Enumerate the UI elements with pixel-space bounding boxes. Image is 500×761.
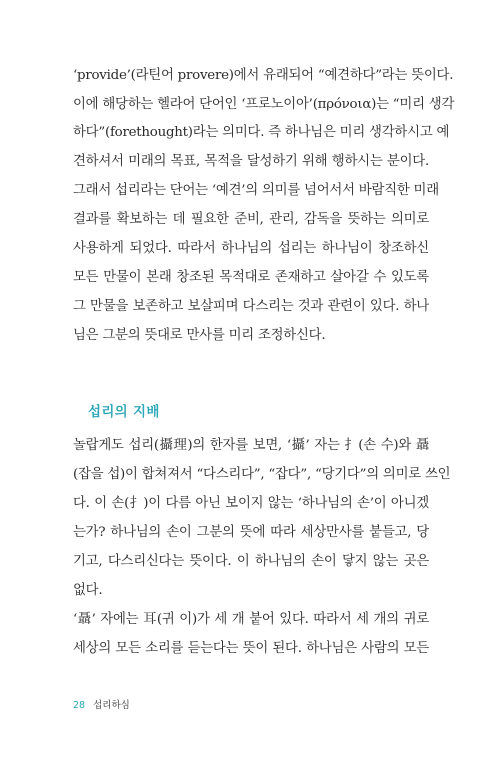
text-line: 모든 만물이 본래 창조된 목적대로 존재하고 살아갈 수 있도록 — [73, 270, 429, 285]
text-line: (잡을 섭)이 합쳐져서 “다스리다”, “잡다”, “당기다”의 의미로 쓰인 — [73, 467, 451, 482]
section-heading: 섭리의 지배 — [88, 404, 160, 420]
text-line: ‘provide’(라틴어 provere)에서 유래되어 “예견하다”라는 뜻이다. — [73, 68, 454, 83]
text-line: 결과를 확보하는 데 필요한 준비, 관리, 감독을 뜻하는 의미로 — [73, 212, 429, 227]
text-line: 놀랍게도 섭리(攝理)의 한자를 보면, ‘攝’ 자는 扌(손 수)와 聶 — [73, 438, 429, 453]
text-line: ‘聶’ 자에는 耳(귀 이)가 세 개 붙어 있다. 따라서 세 개의 귀로 — [73, 612, 429, 627]
text-line: 세상의 모든 소리를 듣는다는 뜻이 된다. 하나님은 사람의 모든 — [73, 641, 429, 656]
text-line: 님은 그분의 뜻대로 만사를 미리 조정하신다. — [73, 328, 326, 343]
text-line: 이에 해당하는 헬라어 단어인 ‘프로노이아’(πρόνοια)는 “미리 생각 — [73, 97, 455, 112]
text-line: 다. 이 손(扌)이 다름 아닌 보이지 않는 ‘하나님의 손’이 아니겠 — [73, 496, 429, 511]
book-title: 섭리하심 — [93, 700, 130, 711]
text-line: 기고, 다스리신다는 뜻이다. 이 하나님의 손이 닿지 않는 곳은 — [73, 554, 429, 569]
text-line: 그 만물을 보존하고 보살피며 다스리는 것과 관련이 있다. 하나 — [73, 299, 429, 314]
text-line: 는가? 하나님의 손이 그분의 뜻에 따라 세상만사를 붙들고, 당 — [73, 525, 429, 540]
text-line: 견하셔서 미래의 목표, 목적을 달성하기 위해 행하시는 분이다. — [73, 154, 429, 169]
text-line: 없다. — [73, 583, 103, 598]
page-footer — [73, 697, 130, 711]
text-line: 하다”(forethought)라는 의미다. 즉 하나님은 미리 생각하시고 예 — [73, 125, 450, 140]
page-number: 28 — [73, 700, 86, 711]
text-line: 그래서 섭리라는 단어는 ‘예견’의 의미를 넘어서서 바람직한 미래 — [73, 183, 439, 198]
text-line: 사용하게 되었다. 따라서 하나님의 섭리는 하나님이 창조하신 — [73, 241, 429, 256]
